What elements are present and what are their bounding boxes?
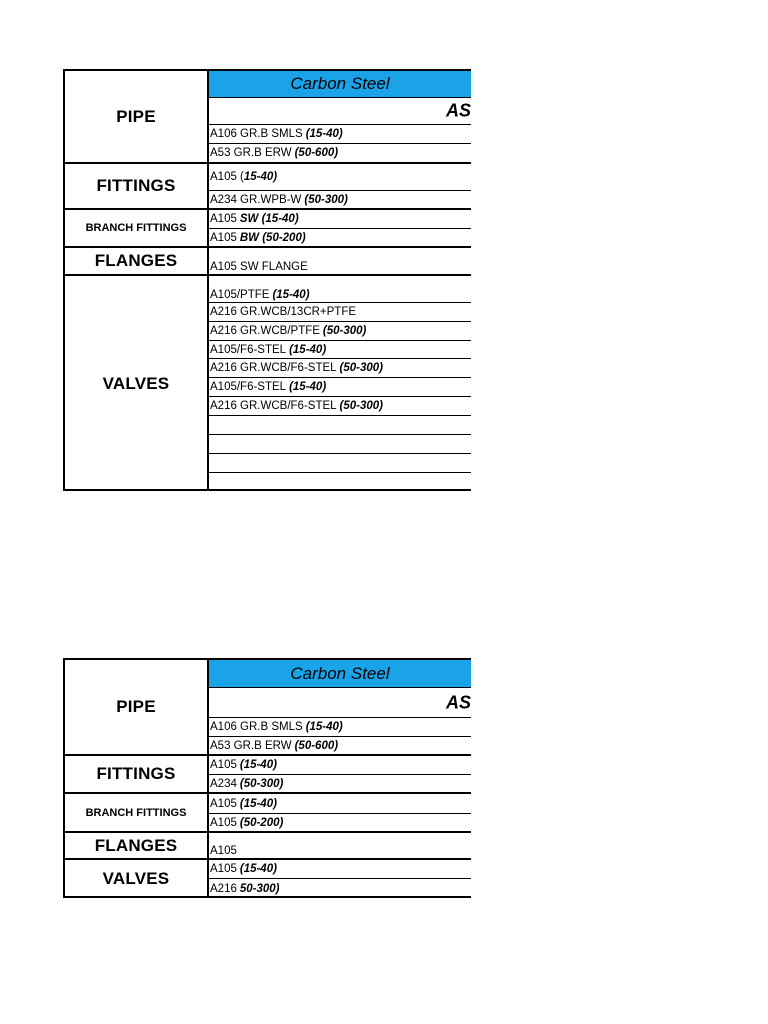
size-range-text: (50-200) (239, 816, 284, 829)
table-row (209, 322, 471, 341)
table-row (209, 879, 471, 898)
category-column (65, 71, 209, 489)
table-row (209, 860, 471, 879)
material-text: A105 (210, 816, 237, 829)
table-row (209, 341, 471, 359)
size-range-text: (15-40) (239, 797, 277, 810)
size-range-text: (50-300) (322, 325, 367, 337)
sub-header-cell (209, 98, 471, 125)
size-range-text: (50-300) (339, 362, 384, 374)
category-column (65, 660, 209, 896)
table-row (209, 775, 471, 794)
material-text: A105 (210, 845, 237, 857)
material-text: A216 (210, 882, 237, 895)
table-row (209, 416, 471, 435)
size-range-text: (50-600) (294, 147, 339, 159)
category-valves: VALVES (102, 373, 170, 393)
size-range-text: (15-40) (272, 289, 310, 301)
size-range-text: (50-300) (339, 400, 384, 412)
table-row (209, 794, 471, 814)
material-text: A234 (210, 777, 237, 790)
material-text: A53 GR.B ERW (210, 147, 292, 159)
material-text: A105 (210, 797, 237, 810)
table-row (209, 303, 471, 322)
material-text: A105 SW FLANGE (210, 261, 308, 273)
size-range-text: 50-300) (239, 882, 280, 895)
table-row (209, 454, 471, 473)
size-range-text: (50-300) (239, 777, 284, 790)
table-row (209, 144, 471, 164)
size-range-text: (15-40) (239, 863, 277, 875)
table-row (209, 191, 471, 210)
table-row (209, 164, 471, 191)
table-row (209, 718, 471, 737)
size-range-text: (15-40) (305, 721, 343, 733)
size-range-text: 15-40) (243, 171, 278, 183)
material-text: A53 GR.B ERW (210, 739, 292, 752)
material-spec-table-1 (63, 69, 471, 491)
table-row (209, 210, 471, 229)
table-row (209, 378, 471, 397)
material-text: A105 (210, 213, 237, 225)
material-text: A105 (210, 759, 237, 771)
table-row (209, 833, 471, 860)
material-text: A106 GR.B SMLS (210, 721, 303, 733)
sub-header-text: AS (445, 692, 471, 712)
table-row (209, 125, 471, 144)
material-text: A105 (210, 863, 237, 875)
table-row (209, 229, 471, 248)
material-text: A105/PTFE (210, 289, 270, 301)
size-range-text: BW (50-200) (239, 231, 306, 244)
table-row (209, 359, 471, 378)
table-row (209, 756, 471, 775)
header-carbon-steel: Carbon Steel (209, 71, 471, 98)
material-text: A105 (210, 231, 237, 244)
sub-header-text: AS (445, 100, 471, 121)
table-row (209, 814, 471, 833)
material-text: A106 GR.B SMLS (210, 128, 303, 140)
size-range-text: (15-40) (289, 343, 327, 356)
category-branch-fittings: BRANCH FITTINGS (65, 794, 207, 833)
table-row (209, 435, 471, 454)
material-text: A216 GR.WCB/13CR+PTFE (210, 306, 357, 318)
category-pipe: PIPE (65, 71, 207, 164)
size-range-text: (15-40) (289, 381, 327, 393)
size-range-text: (50-600) (294, 739, 339, 752)
category-flanges: FLANGES (65, 248, 207, 276)
material-text: A234 GR.WPB-W (210, 193, 302, 206)
category-pipe: PIPE (65, 660, 207, 756)
table-row (209, 737, 471, 756)
table-row (209, 473, 471, 491)
header-carbon-steel: Carbon Steel (209, 660, 471, 688)
material-text: A105/F6-STEL (210, 381, 287, 393)
category-fittings: FITTINGS (65, 164, 207, 210)
material-text: A216 GR.WCB/PTFE (210, 325, 320, 337)
category-valves: VALVES (102, 869, 170, 888)
material-text: A105/F6-STEL (210, 343, 287, 356)
category-flanges: FLANGES (65, 833, 207, 860)
table-row (209, 248, 471, 276)
material-column (209, 71, 471, 489)
sub-header-cell (209, 688, 471, 718)
material-column (209, 660, 471, 896)
size-range-text: (15-40) (305, 128, 343, 140)
table-row (209, 276, 471, 303)
size-range-text: SW (15-40) (239, 213, 299, 225)
material-text: A216 GR.WCB/F6-STEL (210, 362, 337, 374)
size-range-text: (15-40) (239, 759, 277, 771)
table-row (209, 397, 471, 416)
category-branch-fittings: BRANCH FITTINGS (65, 210, 207, 248)
category-fittings: FITTINGS (65, 756, 207, 794)
material-spec-table-2 (63, 658, 471, 898)
material-text: A216 GR.WCB/F6-STEL (210, 400, 337, 412)
size-range-text: (50-300) (304, 193, 348, 206)
material-text: A105 ( (210, 171, 244, 183)
